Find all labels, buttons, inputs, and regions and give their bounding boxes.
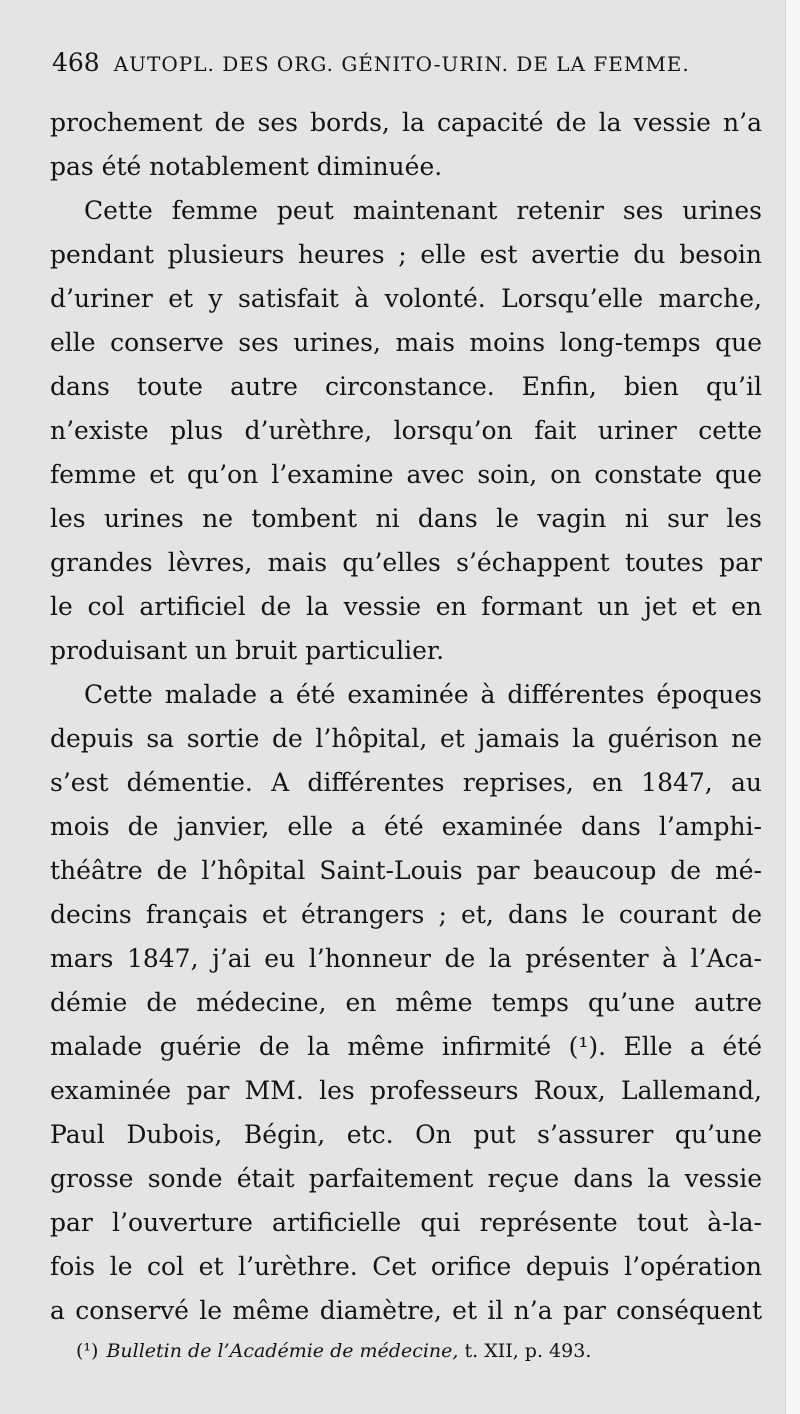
- footnote-marker: (¹): [76, 1340, 99, 1362]
- text-line: le col artificiel de la vessie en formant un jet et en: [50, 592, 762, 621]
- text-line: Paul Dubois, Bégin, etc. On put s’assurer qu’une: [50, 1120, 762, 1149]
- footnote: [76, 1334, 716, 1368]
- text-line: a conservé le même diamètre, et il n’a par conséquent: [50, 1296, 762, 1325]
- running-head-title: AUTOPL. DES ORG. GÉNITO-URIN. DE LA FEMME.: [113, 52, 690, 76]
- text-line: par l’ouverture artificielle qui représente tout à-la-: [50, 1208, 762, 1237]
- text-line: s’est démentie. A différentes reprises, en 1847, au: [50, 768, 762, 797]
- page-edge: [785, 0, 800, 1414]
- text-line: d’uriner et y satisfait à volonté. Lorsqu’elle marche,: [50, 284, 762, 313]
- text-line: pas été notablement diminuée.: [50, 152, 443, 181]
- text-line: grosse sonde était parfaitement reçue dans la vessie: [50, 1164, 762, 1193]
- text-line: Cette malade a été examinée à différentes époques: [84, 680, 762, 709]
- text-line: n’existe plus d’urèthre, lorsqu’on fait uriner cette: [50, 416, 762, 445]
- text-line: grandes lèvres, mais qu’elles s’échappent toutes par: [50, 548, 762, 577]
- text-line: pendant plusieurs heures ; elle est avertie du besoin: [50, 240, 762, 269]
- text-line: Cette femme peut maintenant retenir ses urines: [84, 196, 762, 225]
- text-line: elle conserve ses urines, mais moins long-temps que: [50, 328, 762, 357]
- text-line: produisant un bruit particulier.: [50, 636, 445, 665]
- text-line: examinée par MM. les professeurs Roux, Lallemand,: [50, 1076, 762, 1105]
- page-number: 468: [52, 48, 100, 77]
- text-line: les urines ne tombent ni dans le vagin ni sur les: [50, 504, 762, 533]
- running-head: [52, 46, 702, 80]
- footnote-reference: t. XII, p. 493.: [458, 1340, 592, 1362]
- text-line: mois de janvier, elle a été examinée dans l’amphi-: [50, 812, 762, 841]
- text-line: démie de médecine, en même temps qu’une autre: [50, 988, 762, 1017]
- text-line: prochement de ses bords, la capacité de la vessie n’a: [50, 108, 762, 137]
- text-line: mars 1847, j’ai eu l’honneur de la présenter à l’Aca-: [50, 944, 762, 973]
- text-line: malade guérie de la même infirmité (¹). Elle a été: [50, 1032, 762, 1061]
- body-text: [50, 101, 762, 1333]
- text-line: decins français et étrangers ; et, dans le courant de: [50, 900, 762, 929]
- text-line: fois le col et l’urèthre. Cet orifice depuis l’opération: [50, 1252, 762, 1281]
- footnote-source-title: Bulletin de l’Académie de médecine,: [106, 1340, 459, 1362]
- text-line: femme et qu’on l’examine avec soin, on constate que: [50, 460, 762, 489]
- text-line: depuis sa sortie de l’hôpital, et jamais la guérison ne: [50, 724, 762, 753]
- text-line: dans toute autre circonstance. Enfin, bien qu’il: [50, 372, 762, 401]
- text-line: théâtre de l’hôpital Saint-Louis par beaucoup de mé-: [50, 856, 762, 885]
